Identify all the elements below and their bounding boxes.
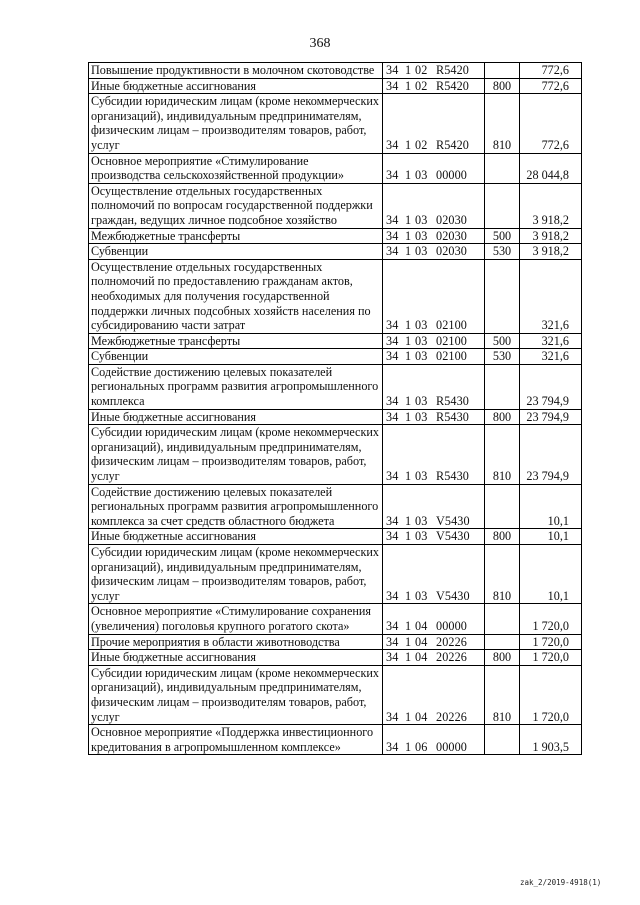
row-code xyxy=(383,333,485,349)
row-expense-type: 810 xyxy=(485,545,520,604)
row-amount: 28 044,8 xyxy=(520,153,582,183)
row-code xyxy=(383,665,485,724)
row-code xyxy=(383,183,485,228)
code-part-c4: 00000 xyxy=(436,739,467,754)
row-expense-type xyxy=(485,63,520,79)
code-part-c1: 34 xyxy=(386,63,399,77)
table-row xyxy=(89,183,582,228)
row-code xyxy=(383,634,485,650)
code-part-c2: 1 xyxy=(405,588,412,603)
row-amount: 772,6 xyxy=(520,78,582,94)
code-part-c4: 02030 xyxy=(436,212,467,227)
code-part-c1: 34 xyxy=(386,634,399,649)
code-part-c4: V5430 xyxy=(436,513,470,528)
code-part-c2: 1 xyxy=(405,634,412,649)
page-number: 368 xyxy=(309,36,331,51)
row-name: Субсидии юридическим лицам (кроме некоммерческих организаций), индивидуальным предпринимателям, физическим лицам – производителям товаров, работ, услуг xyxy=(89,94,383,153)
code-part-c4: V5430 xyxy=(436,529,470,544)
row-code xyxy=(383,94,485,153)
code-part-c3: 03 xyxy=(415,244,428,259)
code-part-c3: 04 xyxy=(415,650,428,665)
row-code xyxy=(383,228,485,244)
code-part-c1: 34 xyxy=(386,168,399,183)
row-expense-type xyxy=(485,634,520,650)
table-row xyxy=(89,364,582,409)
row-expense-type: 530 xyxy=(485,349,520,365)
row-name: Субвенции xyxy=(89,349,383,365)
row-expense-type: 500 xyxy=(485,228,520,244)
code-part-c3: 02 xyxy=(415,78,428,93)
code-part-c2: 1 xyxy=(405,650,412,665)
code-part-c3: 02 xyxy=(415,137,428,152)
row-amount: 321,6 xyxy=(520,333,582,349)
table-row xyxy=(89,425,582,484)
code-part-c3: 03 xyxy=(415,318,428,333)
code-part-c3: 04 xyxy=(415,618,428,633)
row-name: Субсидии юридическим лицам (кроме некоммерческих организаций), индивидуальным предпринимателям, физическим лицам – производителям товаров, работ, услуг xyxy=(89,545,383,604)
row-expense-type xyxy=(485,725,520,755)
row-name: Иные бюджетные ассигнования xyxy=(89,409,383,425)
table-row xyxy=(89,665,582,724)
code-part-c2: 1 xyxy=(405,618,412,633)
row-name: Основное мероприятие «Стимулирование производства сельскохозяйственной продукции» xyxy=(89,153,383,183)
code-part-c4: 02030 xyxy=(436,228,467,243)
row-name: Межбюджетные трансферты xyxy=(89,228,383,244)
code-part-c1: 34 xyxy=(386,588,399,603)
code-part-c2: 1 xyxy=(405,212,412,227)
code-part-c3: 04 xyxy=(415,634,428,649)
row-amount: 772,6 xyxy=(520,63,582,79)
code-part-c4: 02100 xyxy=(436,333,467,348)
table-row xyxy=(89,259,582,333)
budget-table xyxy=(88,62,582,755)
code-part-c3: 04 xyxy=(415,709,428,724)
code-part-c2: 1 xyxy=(405,349,412,364)
code-part-c4: 20226 xyxy=(436,650,467,665)
code-part-c2: 1 xyxy=(405,318,412,333)
code-part-c2: 1 xyxy=(405,78,412,93)
table-row xyxy=(89,94,582,153)
code-part-c1: 34 xyxy=(386,244,399,259)
code-part-c3: 03 xyxy=(415,333,428,348)
row-amount: 23 794,9 xyxy=(520,425,582,484)
table-row xyxy=(89,153,582,183)
table-row xyxy=(89,650,582,666)
code-part-c1: 34 xyxy=(386,709,399,724)
table-row xyxy=(89,634,582,650)
table-row xyxy=(89,484,582,529)
table-row xyxy=(89,63,582,79)
code-part-c3: 06 xyxy=(415,739,428,754)
table-row xyxy=(89,333,582,349)
code-part-c3: 03 xyxy=(415,168,428,183)
row-name: Прочие мероприятия в области животноводства xyxy=(89,634,383,650)
table-row xyxy=(89,604,582,634)
row-name: Иные бюджетные ассигнования xyxy=(89,78,383,94)
code-part-c1: 34 xyxy=(386,513,399,528)
row-amount: 1 720,0 xyxy=(520,604,582,634)
code-part-c1: 34 xyxy=(386,137,399,152)
row-expense-type: 800 xyxy=(485,409,520,425)
row-code xyxy=(383,153,485,183)
table-body xyxy=(89,63,582,755)
code-part-c4: R5430 xyxy=(436,394,470,409)
row-code xyxy=(383,604,485,634)
row-amount: 321,6 xyxy=(520,349,582,365)
code-part-c1: 34 xyxy=(386,409,399,424)
code-part-c3: 03 xyxy=(415,349,428,364)
row-expense-type xyxy=(485,183,520,228)
row-code xyxy=(383,63,485,79)
code-part-c4: 02100 xyxy=(436,349,467,364)
code-part-c4: R5430 xyxy=(436,469,470,484)
row-expense-type: 810 xyxy=(485,425,520,484)
code-part-c4: 20226 xyxy=(436,634,467,649)
row-name: Основное мероприятие «Поддержка инвестиционного кредитования в агропромышленном комплексе» xyxy=(89,725,383,755)
row-code xyxy=(383,409,485,425)
code-part-c1: 34 xyxy=(386,650,399,665)
code-part-c1: 34 xyxy=(386,318,399,333)
row-name: Осуществление отдельных государственных полномочий по предоставлению гражданам актов, необходимых для получения государственной поддержки личных подсобных хозяйств населения по субсидированию части затрат xyxy=(89,259,383,333)
row-amount: 23 794,9 xyxy=(520,409,582,425)
row-name: Субсидии юридическим лицам (кроме некоммерческих организаций), индивидуальным предпринимателям, физическим лицам – производителям товаров, работ, услуг xyxy=(89,425,383,484)
code-part-c1: 34 xyxy=(386,349,399,364)
code-part-c2: 1 xyxy=(405,529,412,544)
row-expense-type: 800 xyxy=(485,78,520,94)
code-part-c4: 02030 xyxy=(436,244,467,259)
table-row xyxy=(89,78,582,94)
row-expense-type xyxy=(485,364,520,409)
code-part-c4: V5430 xyxy=(436,588,470,603)
code-part-c3: 03 xyxy=(415,394,428,409)
code-part-c3: 03 xyxy=(415,228,428,243)
row-name: Основное мероприятие «Стимулирование сохранения (увеличения) поголовья крупного рогатого скота» xyxy=(89,604,383,634)
code-part-c1: 34 xyxy=(386,469,399,484)
code-part-c4: R5420 xyxy=(436,137,470,152)
table-row xyxy=(89,529,582,545)
code-part-c3: 03 xyxy=(415,409,428,424)
row-amount: 10,1 xyxy=(520,545,582,604)
row-code xyxy=(383,78,485,94)
footer-code: zak_2/2019-4918(1) xyxy=(520,878,602,887)
code-part-c1: 34 xyxy=(386,212,399,227)
row-code xyxy=(383,529,485,545)
row-amount: 1 720,0 xyxy=(520,634,582,650)
code-part-c3: 03 xyxy=(415,513,428,528)
row-code xyxy=(383,244,485,260)
code-part-c2: 1 xyxy=(405,394,412,409)
code-part-c4: R5420 xyxy=(436,63,470,77)
row-amount: 3 918,2 xyxy=(520,183,582,228)
code-part-c2: 1 xyxy=(405,168,412,183)
row-expense-type: 800 xyxy=(485,529,520,545)
code-part-c2: 1 xyxy=(405,63,412,77)
table-row xyxy=(89,244,582,260)
code-part-c3: 02 xyxy=(415,63,428,77)
row-code xyxy=(383,650,485,666)
code-part-c2: 1 xyxy=(405,244,412,259)
code-part-c1: 34 xyxy=(386,228,399,243)
row-expense-type: 530 xyxy=(485,244,520,260)
code-part-c2: 1 xyxy=(405,709,412,724)
row-expense-type xyxy=(485,484,520,529)
row-amount: 1 720,0 xyxy=(520,665,582,724)
code-part-c1: 34 xyxy=(386,739,399,754)
row-amount: 3 918,2 xyxy=(520,244,582,260)
code-part-c4: 02100 xyxy=(436,318,467,333)
code-part-c4: 00000 xyxy=(436,618,467,633)
table-row xyxy=(89,545,582,604)
code-part-c1: 34 xyxy=(386,618,399,633)
table-row xyxy=(89,409,582,425)
row-amount: 772,6 xyxy=(520,94,582,153)
row-name: Иные бюджетные ассигнования xyxy=(89,650,383,666)
row-code xyxy=(383,545,485,604)
row-code xyxy=(383,484,485,529)
code-part-c2: 1 xyxy=(405,469,412,484)
code-part-c3: 03 xyxy=(415,529,428,544)
code-part-c3: 03 xyxy=(415,469,428,484)
code-part-c1: 34 xyxy=(386,78,399,93)
table-row xyxy=(89,725,582,755)
table-row xyxy=(89,228,582,244)
code-part-c4: R5430 xyxy=(436,409,470,424)
code-part-c1: 34 xyxy=(386,394,399,409)
row-name: Содействие достижению целевых показателей региональных программ развития агропромышленного комплекса за счет средств областного бюджета xyxy=(89,484,383,529)
row-name: Содействие достижению целевых показателей региональных программ развития агропромышленного комплекса xyxy=(89,364,383,409)
code-part-c2: 1 xyxy=(405,333,412,348)
row-code xyxy=(383,349,485,365)
code-part-c3: 03 xyxy=(415,588,428,603)
code-part-c1: 34 xyxy=(386,333,399,348)
row-expense-type: 810 xyxy=(485,94,520,153)
code-part-c2: 1 xyxy=(405,228,412,243)
row-code xyxy=(383,725,485,755)
row-expense-type xyxy=(485,604,520,634)
code-part-c2: 1 xyxy=(405,739,412,754)
row-code xyxy=(383,425,485,484)
row-amount: 1 903,5 xyxy=(520,725,582,755)
row-name: Субсидии юридическим лицам (кроме некоммерческих организаций), индивидуальным предпринимателям, физическим лицам – производителям товаров, работ, услуг xyxy=(89,665,383,724)
code-part-c2: 1 xyxy=(405,513,412,528)
table-row xyxy=(89,349,582,365)
code-part-c2: 1 xyxy=(405,409,412,424)
row-amount: 10,1 xyxy=(520,529,582,545)
row-code xyxy=(383,364,485,409)
row-name: Повышение продуктивности в молочном скотоводстве xyxy=(89,63,383,79)
row-name: Иные бюджетные ассигнования xyxy=(89,529,383,545)
code-part-c4: R5420 xyxy=(436,78,470,93)
row-expense-type xyxy=(485,259,520,333)
row-expense-type: 800 xyxy=(485,650,520,666)
row-name: Межбюджетные трансферты xyxy=(89,333,383,349)
code-part-c4: 00000 xyxy=(436,168,467,183)
row-name: Субвенции xyxy=(89,244,383,260)
row-code xyxy=(383,259,485,333)
row-name: Осуществление отдельных государственных полномочий по вопросам государственной поддержки граждан, ведущих личное подсобное хозяйство xyxy=(89,183,383,228)
row-amount: 10,1 xyxy=(520,484,582,529)
row-amount: 321,6 xyxy=(520,259,582,333)
row-expense-type: 500 xyxy=(485,333,520,349)
row-expense-type xyxy=(485,153,520,183)
code-part-c3: 03 xyxy=(415,212,428,227)
row-amount: 1 720,0 xyxy=(520,650,582,666)
code-part-c1: 34 xyxy=(386,529,399,544)
row-amount: 3 918,2 xyxy=(520,228,582,244)
code-part-c4: 20226 xyxy=(436,709,467,724)
code-part-c2: 1 xyxy=(405,137,412,152)
row-expense-type: 810 xyxy=(485,665,520,724)
row-amount: 23 794,9 xyxy=(520,364,582,409)
